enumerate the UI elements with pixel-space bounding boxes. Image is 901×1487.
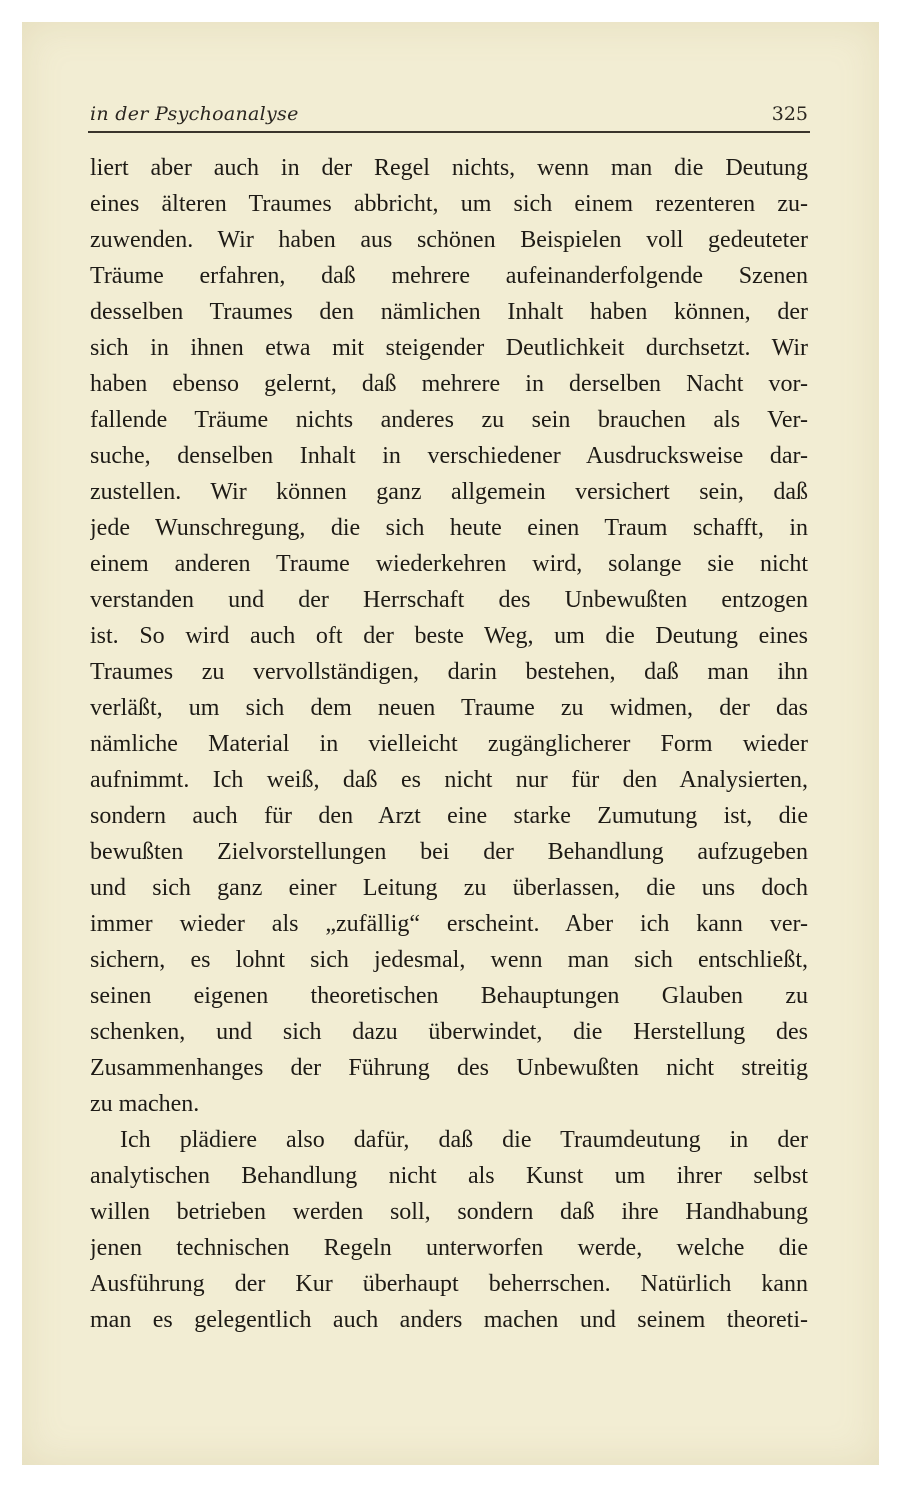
text-line: Traumes zu vervollständigen, darin bestehen, daß man ihn (90, 659, 808, 685)
text-line: verstanden und der Herrschaft des Unbewußten entzogen (90, 587, 808, 613)
running-head (90, 103, 808, 129)
text-line: desselben Traumes den nämlichen Inhalt haben können, der (90, 299, 808, 325)
body-text (90, 150, 808, 1338)
text-line: zuwenden. Wir haben aus schönen Beispielen voll gedeuteter (90, 227, 808, 253)
text-line: immer wieder als „zufällig“ erscheint. Aber ich kann ver- (90, 911, 808, 937)
text-line: man es gelegentlich auch anders machen und seinem theoreti- (90, 1307, 808, 1333)
text-line: willen betrieben werden soll, sondern daß ihre Handhabung (90, 1199, 808, 1225)
running-head-title: in der Psychoanalyse (90, 103, 299, 125)
text-line: zustellen. Wir können ganz allgemein versichert sein, daß (90, 479, 808, 505)
text-line: sichern, es lohnt sich jedesmal, wenn man sich entschließt, (90, 947, 808, 973)
text-line: fallende Träume nichts anderes zu sein brauchen als Ver- (90, 407, 808, 433)
text-line: einem anderen Traume wiederkehren wird, solange sie nicht (90, 551, 808, 577)
text-line: liert aber auch in der Regel nichts, wenn man die Deutung (90, 155, 808, 181)
text-line: haben ebenso gelernt, daß mehrere in derselben Nacht vor- (90, 371, 808, 397)
paragraph-end-line: zu machen. (90, 1091, 200, 1117)
text-line: analytischen Behandlung nicht als Kunst um ihrer selbst (90, 1163, 808, 1189)
text-line: jenen technischen Regeln unterworfen werde, welche die (90, 1235, 808, 1261)
text-line: nämliche Material in vielleicht zugänglicherer Form wieder (90, 731, 808, 757)
text-line: Zusammenhanges der Führung des Unbewußten nicht streitig (90, 1055, 808, 1081)
page-number: 325 (771, 103, 808, 125)
text-line: sondern auch für den Arzt eine starke Zumutung ist, die (90, 803, 808, 829)
text-line: jede Wunschregung, die sich heute einen Traum schafft, in (90, 515, 808, 541)
text-line: schenken, und sich dazu überwindet, die Herstellung des (90, 1019, 808, 1045)
text-line: suche, denselben Inhalt in verschiedener Ausdrucksweise dar- (90, 443, 808, 469)
text-line: eines älteren Traumes abbricht, um sich einem rezenteren zu- (90, 191, 808, 217)
text-line: und sich ganz einer Leitung zu überlassen, die uns doch (90, 875, 808, 901)
text-line: ist. So wird auch oft der beste Weg, um die Deutung eines (90, 623, 808, 649)
text-line: Ausführung der Kur überhaupt beherrschen. Natürlich kann (90, 1271, 808, 1297)
text-line: aufnimmt. Ich weiß, daß es nicht nur für den Analysierten, (90, 767, 808, 793)
text-line: Träume erfahren, daß mehrere aufeinanderfolgende Szenen (90, 263, 808, 289)
text-line: sich in ihnen etwa mit steigender Deutlichkeit durchsetzt. Wir (90, 335, 808, 361)
paragraph-start-line: Ich plädiere also dafür, daß die Traumdeutung in der (120, 1127, 808, 1153)
text-line: seinen eigenen theoretischen Behauptungen Glauben zu (90, 983, 808, 1009)
text-line: verläßt, um sich dem neuen Traume zu widmen, der das (90, 695, 808, 721)
header-rule (88, 131, 810, 133)
text-line: bewußten Zielvorstellungen bei der Behandlung aufzugeben (90, 839, 808, 865)
